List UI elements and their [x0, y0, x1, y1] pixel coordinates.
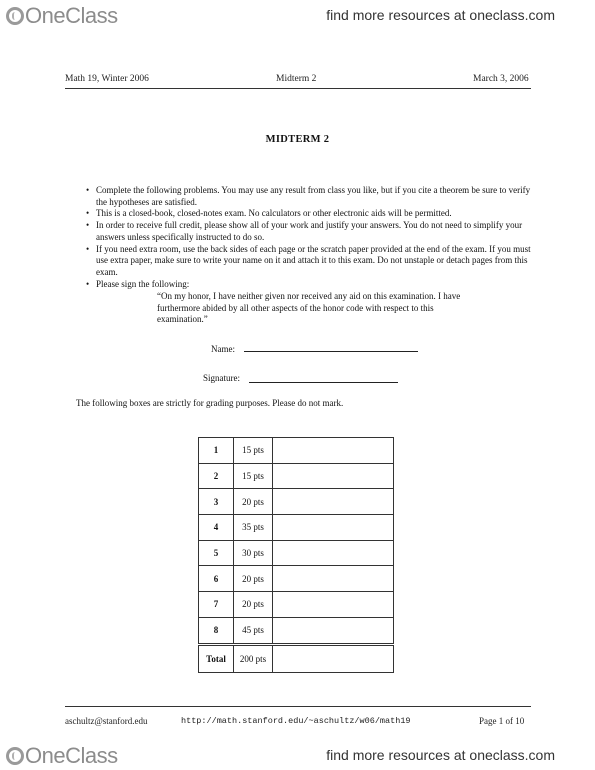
- instructions-list: [86, 185, 536, 290]
- name-label: Name:: [211, 344, 235, 354]
- problem-points: 20 pts: [234, 592, 273, 618]
- footer-page-number: Page 1 of 10: [479, 716, 525, 726]
- header-course: Math 19, Winter 2006: [65, 74, 149, 84]
- instruction-item: • Complete the following problems. You may use any result from class you like, but if you cite a theorem be sure to verify the hypotheses are satisfied.: [86, 185, 536, 208]
- problem-points: 15 pts: [234, 463, 273, 489]
- problem-number: 6: [199, 566, 234, 592]
- score-box: [273, 438, 394, 464]
- problem-points: 35 pts: [234, 515, 273, 541]
- problem-points: 20 pts: [234, 489, 273, 515]
- name-line: [244, 351, 418, 352]
- oneclass-logo-text: OneClass: [25, 3, 118, 28]
- instruction-item: • If you need extra room, use the back sides of each page or the scratch paper provided at the end of the exam. If you must use extra paper, make sure to write your name on it and attach it to this exam. Do not unstaple or detach pages from this exam.: [86, 244, 536, 279]
- footer-rule: [65, 706, 531, 707]
- problem-number: 1: [199, 438, 234, 464]
- header-exam: Midterm 2: [276, 74, 317, 84]
- oneclass-logo[interactable]: [6, 3, 118, 29]
- oneclass-logo-icon: [6, 7, 24, 25]
- instruction-item: • Please sign the following:: [86, 279, 536, 291]
- problem-number: 8: [199, 617, 234, 644]
- problem-number: 3: [199, 489, 234, 515]
- total-points: 200 pts: [234, 644, 273, 672]
- score-box: [273, 592, 394, 618]
- score-box: [273, 540, 394, 566]
- problem-points: 30 pts: [234, 540, 273, 566]
- table-row: [199, 540, 394, 566]
- grading-note: The following boxes are strictly for grading purposes. Please do not mark.: [76, 398, 344, 408]
- header-date: March 3, 2006: [473, 74, 529, 84]
- total-label: Total: [199, 644, 234, 672]
- table-row: [199, 592, 394, 618]
- score-box: [273, 617, 394, 644]
- signature-line: [249, 382, 398, 383]
- table-row: [199, 566, 394, 592]
- oneclass-logo-text: OneClass: [25, 743, 118, 768]
- problem-number: 5: [199, 540, 234, 566]
- table-row: [199, 515, 394, 541]
- oneclass-banner-top: [0, 0, 595, 28]
- oneclass-logo-icon: [6, 747, 24, 765]
- instruction-item: • In order to receive full credit, please show all of your work and justify your answers. You do not need to simplify your answers unless specifically instructed to do so.: [86, 220, 536, 243]
- page-title: MIDTERM 2: [265, 134, 330, 145]
- table-row: [199, 489, 394, 515]
- signature-label: Signature:: [203, 373, 240, 383]
- find-resources-link[interactable]: find more resources at oneclass.com: [326, 747, 555, 763]
- total-score-box: [273, 644, 394, 672]
- footer-email: aschultz@stanford.edu: [65, 716, 148, 726]
- problem-points: 45 pts: [234, 617, 273, 644]
- score-box: [273, 566, 394, 592]
- header-rule: [65, 88, 531, 89]
- find-resources-link[interactable]: find more resources at oneclass.com: [326, 7, 555, 23]
- table-row: [199, 438, 394, 464]
- problem-points: 15 pts: [234, 438, 273, 464]
- footer-url[interactable]: http://math.stanford.edu/~aschultz/w06/math19: [181, 716, 411, 726]
- score-box: [273, 489, 394, 515]
- problem-number: 7: [199, 592, 234, 618]
- oneclass-logo[interactable]: [6, 743, 118, 769]
- problem-number: 2: [199, 463, 234, 489]
- problem-points: 20 pts: [234, 566, 273, 592]
- grading-table: [198, 437, 394, 673]
- problem-number: 4: [199, 515, 234, 541]
- oneclass-banner-bottom: [0, 740, 595, 768]
- total-row: [199, 644, 394, 672]
- score-box: [273, 515, 394, 541]
- honor-pledge: “On my honor, I have neither given nor received any aid on this examination. I have furthermore abided by all other aspects of the honor code with respect to this examination.”: [157, 291, 461, 325]
- table-row: [199, 463, 394, 489]
- table-row: [199, 617, 394, 644]
- score-box: [273, 463, 394, 489]
- instruction-item: • This is a closed-book, closed-notes exam. No calculators or other electronic aids will be permitted.: [86, 208, 536, 220]
